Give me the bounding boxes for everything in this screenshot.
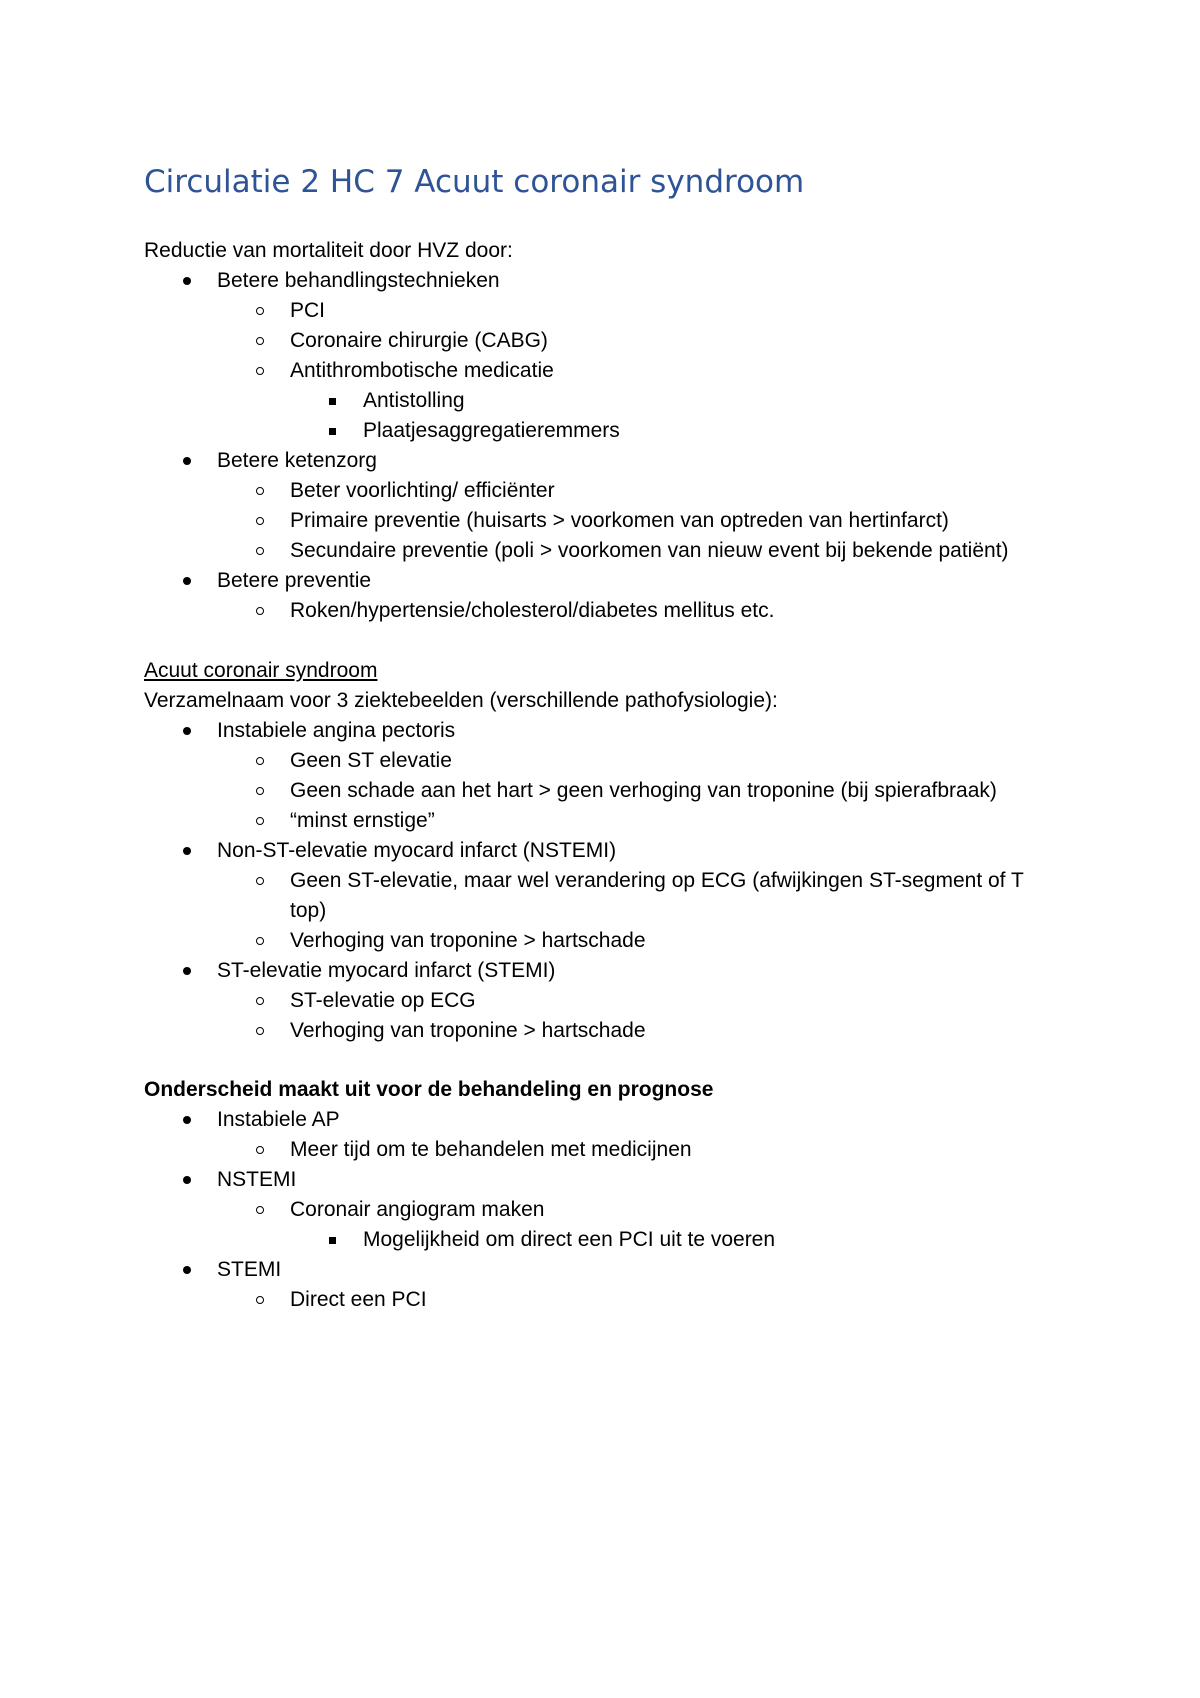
section2-heading: Acuut coronair syndroom (144, 659, 378, 682)
circle-bullet-icon (256, 487, 264, 495)
list-item-text: Instabiele angina pectoris (217, 719, 456, 742)
list-item (217, 1165, 296, 1195)
list-item-text: Geen ST elevatie (290, 749, 452, 772)
list-item-text: ST-elevatie op ECG (290, 989, 476, 1012)
list-item-text: Coronair angiogram maken (290, 1198, 545, 1221)
list-item (363, 416, 620, 446)
circle-bullet-icon (256, 817, 264, 825)
list-item-text: Mogelijkheid om direct een PCI uit te voeren (363, 1228, 776, 1251)
bullet-icon (183, 1266, 191, 1274)
bullet-icon (183, 847, 191, 855)
list-item (290, 1195, 544, 1225)
list-item (290, 596, 774, 626)
list-item (290, 866, 1024, 896)
circle-bullet-icon (256, 607, 264, 615)
list-item-text: Non-ST-elevatie myocard infarct (NSTEMI) (217, 839, 617, 862)
circle-bullet-icon (256, 877, 264, 885)
list-item (363, 386, 465, 416)
bullet-icon (183, 277, 191, 285)
list-item-text: Antistolling (363, 389, 465, 412)
list-item (290, 326, 548, 356)
list-item-text: STEMI (217, 1258, 282, 1281)
list-item-text: “minst ernstige” (290, 809, 435, 832)
list-item-text: Beter voorlichting/ efficiënter (290, 479, 555, 502)
list-item (290, 1285, 427, 1315)
list-item (217, 716, 455, 746)
bullet-icon (183, 577, 191, 585)
circle-bullet-icon (256, 997, 264, 1005)
circle-bullet-icon (256, 337, 264, 345)
list-item (217, 566, 371, 596)
circle-bullet-icon (256, 757, 264, 765)
list-item-text: PCI (290, 299, 326, 322)
circle-bullet-icon (256, 367, 264, 375)
list-item-text: Primaire preventie (huisarts > voorkomen van optreden van hertinfarct) (290, 509, 949, 532)
list-item (290, 356, 554, 386)
circle-bullet-icon (256, 937, 264, 945)
section3-heading: Onderscheid maakt uit voor de behandeling en prognose (144, 1078, 714, 1101)
list-item (290, 536, 1009, 566)
square-bullet-icon (329, 398, 336, 405)
bullet-icon (183, 1176, 191, 1184)
list-item-text: top) (290, 899, 327, 922)
list-item (217, 1105, 340, 1135)
circle-bullet-icon (256, 1146, 264, 1154)
list-item-text: Roken/hypertensie/cholesterol/diabetes mellitus etc. (290, 599, 775, 622)
bullet-icon (183, 1116, 191, 1124)
list-item-text: Betere behandlingstechnieken (217, 269, 500, 292)
bullet-icon (183, 727, 191, 735)
list-item-text: NSTEMI (217, 1168, 297, 1191)
circle-bullet-icon (256, 517, 264, 525)
list-item-text: ST-elevatie myocard infarct (STEMI) (217, 959, 556, 982)
list-item (290, 806, 435, 836)
bullet-icon (183, 967, 191, 975)
list-item (363, 1225, 775, 1255)
list-item-text: Meer tijd om te behandelen met medicijnen (290, 1138, 692, 1161)
list-item-continuation (290, 896, 326, 926)
list-item (290, 926, 646, 956)
list-item (290, 476, 555, 506)
list-item (217, 266, 500, 296)
square-bullet-icon (329, 428, 336, 435)
list-item-text: Betere preventie (217, 569, 372, 592)
list-item (217, 446, 377, 476)
list-item (290, 776, 997, 806)
list-item-text: Direct een PCI (290, 1288, 427, 1311)
circle-bullet-icon (256, 1206, 264, 1214)
list-item (290, 1016, 646, 1046)
square-bullet-icon (329, 1237, 336, 1244)
list-item (217, 956, 555, 986)
list-item-text: Secundaire preventie (poli > voorkomen van nieuw event bij bekende patiënt) (290, 539, 1009, 562)
list-item-text: Coronaire chirurgie (CABG) (290, 329, 548, 352)
list-item (290, 986, 476, 1016)
list-item (290, 506, 949, 536)
list-item (290, 296, 325, 326)
list-item-text: Antithrombotische medicatie (290, 359, 554, 382)
list-item-text: Instabiele AP (217, 1108, 340, 1131)
section1-intro: Reductie van mortaliteit door HVZ door: (144, 239, 513, 262)
list-item-text: Verhoging van troponine > hartschade (290, 1019, 646, 1042)
list-item-text: Geen ST-elevatie, maar wel verandering op ECG (afwijkingen ST-segment of T (290, 869, 1024, 892)
list-item (290, 1135, 692, 1165)
list-item-text: Plaatjesaggregatieremmers (363, 419, 620, 442)
circle-bullet-icon (256, 307, 264, 315)
circle-bullet-icon (256, 787, 264, 795)
list-item-text: Geen schade aan het hart > geen verhoging van troponine (bij spierafbraak) (290, 779, 997, 802)
bullet-icon (183, 457, 191, 465)
list-item-text: Verhoging van troponine > hartschade (290, 929, 646, 952)
list-item (217, 836, 616, 866)
circle-bullet-icon (256, 1027, 264, 1035)
list-item (290, 746, 452, 776)
circle-bullet-icon (256, 547, 264, 555)
page-title: Circulatie 2 HC 7 Acuut coronair syndroom (144, 164, 805, 200)
list-item (217, 1255, 281, 1285)
section2-intro: Verzamelnaam voor 3 ziektebeelden (verschillende pathofysiologie): (144, 689, 778, 712)
list-item-text: Betere ketenzorg (217, 449, 377, 472)
circle-bullet-icon (256, 1296, 264, 1304)
